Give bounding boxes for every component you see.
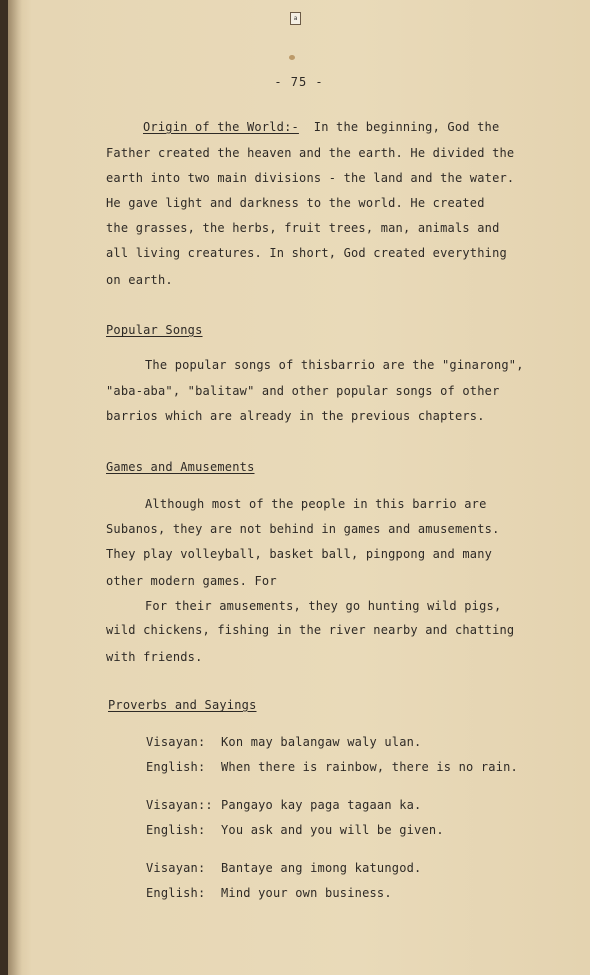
page-tab-marker: a bbox=[290, 12, 301, 25]
origin-line: all living creatures. In short, God created everything bbox=[106, 246, 507, 260]
games-line: wild chickens, fishing in the river nearby and chatting bbox=[106, 623, 515, 637]
origin-first-line bbox=[143, 120, 499, 134]
proverb-label: English: bbox=[146, 886, 206, 900]
document-page bbox=[8, 0, 590, 975]
songs-heading: Popular Songs bbox=[106, 323, 203, 337]
proverb-english-line bbox=[146, 823, 444, 837]
proverb-english-line bbox=[146, 760, 518, 774]
proverb-text: When there is rainbow, there is no rain. bbox=[221, 760, 518, 774]
proverb-visayan-line bbox=[146, 861, 421, 875]
games-line: Subanos, they are not behind in games and amusements. bbox=[106, 522, 500, 536]
origin-line: the grasses, the herbs, fruit trees, man, animals and bbox=[106, 221, 500, 235]
proverb-label: Visayan: bbox=[146, 735, 206, 749]
origin-line: earth into two main divisions - the land and the water. bbox=[106, 171, 515, 185]
games-line: For their amusements, they go hunting wild pigs, bbox=[145, 599, 502, 613]
origin-line: In the beginning, God the bbox=[313, 120, 500, 134]
ink-blot-icon bbox=[289, 55, 295, 60]
games-line: They play volleyball, basket ball, pingpong and many bbox=[106, 547, 493, 561]
proverb-text: Bantaye ang imong katungod. bbox=[221, 861, 422, 875]
proverb-text: Pangayo kay paga tagaan ka. bbox=[221, 798, 422, 812]
origin-line: Father created the heaven and the earth. He divided the bbox=[106, 146, 515, 160]
proverb-label: English: bbox=[146, 760, 206, 774]
songs-line: The popular songs of thisbarrio are the "ginarong", bbox=[145, 358, 524, 372]
proverb-visayan-line bbox=[146, 798, 421, 812]
proverb-label: English: bbox=[146, 823, 206, 837]
proverb-label: Visayan: bbox=[146, 861, 206, 875]
origin-heading: Origin of the World:- bbox=[143, 120, 299, 134]
proverb-text: Kon may balangaw waly ulan. bbox=[221, 735, 422, 749]
games-line: Although most of the people in this barrio are bbox=[145, 497, 487, 511]
games-line: other modern games. For bbox=[106, 574, 277, 588]
proverb-visayan-line bbox=[146, 735, 421, 749]
proverb-text: Mind your own business. bbox=[221, 886, 392, 900]
proverb-text: You ask and you will be given. bbox=[221, 823, 444, 837]
games-line: with friends. bbox=[106, 650, 203, 664]
origin-line: He gave light and darkness to the world. He created bbox=[106, 196, 485, 210]
proverbs-heading: Proverbs and Sayings bbox=[108, 698, 257, 712]
songs-line: barrios which are already in the previous chapters. bbox=[106, 409, 485, 423]
proverb-english-line bbox=[146, 886, 392, 900]
songs-line: "aba-aba", "balitaw" and other popular songs of other bbox=[106, 384, 500, 398]
proverb-label: Visayan:: bbox=[146, 798, 213, 812]
page-number: - 75 - bbox=[274, 75, 324, 89]
games-heading: Games and Amusements bbox=[106, 460, 255, 474]
origin-line: on earth. bbox=[106, 273, 173, 287]
